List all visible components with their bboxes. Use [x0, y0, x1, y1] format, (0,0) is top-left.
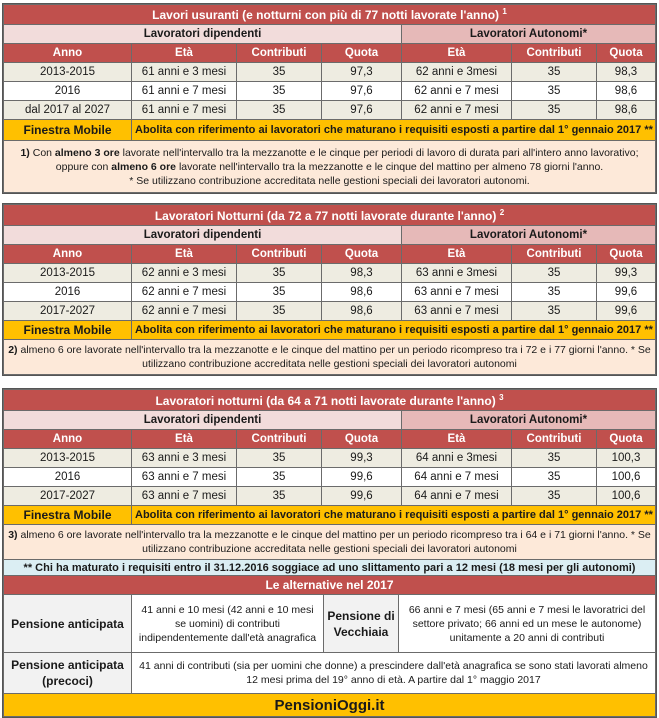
- cell-anno: 2013-2015: [4, 63, 132, 82]
- cell-dip-eta: 63 anni e 7 mesi: [132, 468, 237, 487]
- cell-aut-eta: 64 anni e 7 mesi: [402, 487, 512, 506]
- cell-aut-contributi: 35: [512, 264, 597, 283]
- col-header-contributi: Contributi: [237, 430, 322, 449]
- footnote-text: almeno 6 ore lavorate nell'intervallo tra la mezzanotte e le cinque del mattino per un periodo ricompreso tra i 72 e i 77 giorni l'anno. * Se utilizzano contribuzione accreditata nelle gestioni speciali dei lavoratori autonomi: [17, 344, 651, 370]
- table-title-text: Lavoratori Notturni (da 72 a 77 notti lavorate durante l'anno): [154, 208, 497, 223]
- col-header-eta: Età: [132, 430, 237, 449]
- cell-dip-eta: 62 anni e 3 mesi: [132, 264, 237, 283]
- cell-dip-eta: 61 anni e 3 mesi: [132, 63, 237, 82]
- finestra-mobile-label: Finestra Mobile: [4, 120, 132, 141]
- footnote-text: lavorate nell'intervallo tra la mezzanotte e le cinque per periodi di lavoro di durata pari all'intero anno lavorativo; oppure con: [55, 146, 639, 173]
- cell-anno: 2016: [4, 82, 132, 101]
- col-header-eta: Età: [132, 44, 237, 63]
- cell-dip-contributi: 35: [237, 449, 322, 468]
- finestra-mobile-text: Abolita con riferimento ai lavoratori che maturano i requisiti esposti a partire dal 1° gennaio 2017 **: [132, 120, 656, 141]
- cell-anno: dal 2017 al 2027: [4, 101, 132, 120]
- cell-anno: 2013-2015: [4, 449, 132, 468]
- alternatives-title: Le alternative nel 2017: [4, 576, 656, 595]
- table-title-text: Lavoratori notturni (da 64 a 71 notti lavorate durante l'anno): [155, 393, 496, 408]
- cell-anno: 2016: [4, 283, 132, 302]
- cell-aut-quota: 98,6: [597, 101, 656, 120]
- col-header-quota: Quota: [597, 44, 656, 63]
- cell-aut-eta: 62 anni e 3mesi: [402, 63, 512, 82]
- cell-dip-eta: 61 anni e 7 mesi: [132, 82, 237, 101]
- table-row: [4, 63, 656, 82]
- footnote-number: 3): [8, 529, 18, 541]
- cell-anno: 2017-2027: [4, 487, 132, 506]
- cell-dip-quota: 98,6: [322, 283, 402, 302]
- col-header-quota: Quota: [597, 245, 656, 264]
- footnote-bold: almeno 6 ore: [111, 160, 177, 173]
- cell-aut-contributi: 35: [512, 302, 597, 321]
- cell-dip-contributi: 35: [237, 283, 322, 302]
- col-header-eta: Età: [402, 430, 512, 449]
- cell-dip-contributi: 35: [237, 82, 322, 101]
- cell-aut-eta: 63 anni e 7 mesi: [402, 302, 512, 321]
- footnote-1: [4, 141, 656, 193]
- col-header-anno: Anno: [4, 245, 132, 264]
- cell-aut-contributi: 35: [512, 101, 597, 120]
- cell-aut-quota: 100,6: [597, 487, 656, 506]
- cell-dip-eta: 62 anni e 7 mesi: [132, 302, 237, 321]
- cell-anno: 2017-2027: [4, 302, 132, 321]
- cell-dip-eta: 61 anni e 7 mesi: [132, 101, 237, 120]
- cell-aut-eta: 62 anni e 7 mesi: [402, 101, 512, 120]
- pensione-precoci-label: [4, 653, 132, 694]
- slittamento-note: ** Chi ha maturato i requisiti entro il 31.12.2016 soggiace ad uno slittamento pari a 12 mesi (18 mesi per gli autonomi): [4, 560, 656, 577]
- cell-aut-eta: 62 anni e 7 mesi: [402, 82, 512, 101]
- col-header-contributi: Contributi: [512, 44, 597, 63]
- col-header-anno: Anno: [4, 44, 132, 63]
- cell-aut-contributi: 35: [512, 449, 597, 468]
- col-header-eta: Età: [402, 44, 512, 63]
- cell-aut-eta: 64 anni e 3mesi: [402, 449, 512, 468]
- cell-dip-eta: 63 anni e 3 mesi: [132, 449, 237, 468]
- cell-aut-quota: 98,6: [597, 82, 656, 101]
- group-autonomi: Lavoratori Autonomi*: [402, 411, 656, 430]
- table-row: [4, 283, 656, 302]
- cell-dip-quota: 99,3: [322, 449, 402, 468]
- footnote-ref: 2: [499, 207, 505, 217]
- cell-dip-quota: 98,3: [322, 264, 402, 283]
- table-row: [4, 302, 656, 321]
- footnote-asterisk: * Se utilizzano contribuzione accreditata nelle gestioni speciali dei lavoratori autonomi.: [129, 174, 530, 187]
- cell-dip-quota: 97,6: [322, 82, 402, 101]
- footnote-text: Con: [29, 146, 55, 159]
- brand-footer: PensioniOggi.it: [4, 694, 656, 717]
- cell-aut-contributi: 35: [512, 283, 597, 302]
- cell-dip-contributi: 35: [237, 487, 322, 506]
- table-title: [4, 390, 656, 411]
- table-title: [4, 205, 656, 226]
- cell-dip-quota: 97,6: [322, 101, 402, 120]
- finestra-mobile-text: Abolita con riferimento ai lavoratori che maturano i requisiti esposti a partire dal 1° gennaio 2017 **: [132, 506, 656, 525]
- table-lavori-usuranti: [2, 3, 657, 194]
- table-row: [4, 449, 656, 468]
- cell-dip-quota: 97,3: [322, 63, 402, 82]
- cell-aut-eta: 63 anni e 3mesi: [402, 264, 512, 283]
- footnote-number: 1): [20, 146, 30, 159]
- table-notturni-64-71: [2, 388, 657, 578]
- cell-aut-quota: 98,3: [597, 63, 656, 82]
- pensione-vecchiaia-text: 66 anni e 7 mesi (65 anni e 7 mesi le lavoratrici del settore privato; 66 anni ed un mese le autonome) unitamente a 20 anni di contributi: [399, 595, 656, 653]
- table-row: [4, 264, 656, 283]
- cell-aut-quota: 100,6: [597, 468, 656, 487]
- alternatives-table: [2, 575, 657, 718]
- table-title-text: Lavori usuranti (e notturni con più di 77 notti lavorate l'anno): [152, 8, 500, 22]
- cell-aut-quota: 99,3: [597, 264, 656, 283]
- footnote-3: [4, 525, 656, 560]
- cell-dip-contributi: 35: [237, 302, 322, 321]
- col-header-contributi: Contributi: [512, 245, 597, 264]
- pensione-precoci-label-line2: (precoci): [42, 674, 93, 688]
- col-header-quota: Quota: [322, 44, 402, 63]
- cell-aut-quota: 100,3: [597, 449, 656, 468]
- footnote-bold: almeno 3 ore: [54, 146, 120, 159]
- cell-dip-eta: 62 anni e 7 mesi: [132, 283, 237, 302]
- cell-dip-contributi: 35: [237, 101, 322, 120]
- cell-dip-contributi: 35: [237, 264, 322, 283]
- col-header-contributi: Contributi: [512, 430, 597, 449]
- cell-aut-eta: 63 anni e 7 mesi: [402, 283, 512, 302]
- footnote-ref: 1: [502, 7, 507, 16]
- col-header-quota: Quota: [322, 430, 402, 449]
- cell-aut-contributi: 35: [512, 82, 597, 101]
- table-row: [4, 487, 656, 506]
- cell-dip-quota: 99,6: [322, 487, 402, 506]
- footnote-2: [4, 340, 656, 375]
- col-header-contributi: Contributi: [237, 44, 322, 63]
- pensione-vecchiaia-label: Pensione di Vecchiaia: [324, 595, 399, 653]
- col-header-contributi: Contributi: [237, 245, 322, 264]
- table-row: [4, 101, 656, 120]
- col-header-quota: Quota: [597, 430, 656, 449]
- table-title: [4, 5, 656, 25]
- cell-dip-quota: 98,6: [322, 302, 402, 321]
- cell-dip-eta: 63 anni e 7 mesi: [132, 487, 237, 506]
- group-autonomi: Lavoratori Autonomi*: [402, 226, 656, 245]
- cell-dip-contributi: 35: [237, 468, 322, 487]
- table-row: [4, 468, 656, 487]
- col-header-eta: Età: [402, 245, 512, 264]
- finestra-mobile-text: Abolita con riferimento ai lavoratori che maturano i requisiti esposti a partire dal 1° gennaio 2017 **: [132, 321, 656, 340]
- cell-anno: 2013-2015: [4, 264, 132, 283]
- finestra-mobile-label: Finestra Mobile: [4, 321, 132, 340]
- col-header-eta: Età: [132, 245, 237, 264]
- cell-aut-contributi: 35: [512, 468, 597, 487]
- group-dipendenti: Lavoratori dipendenti: [4, 25, 402, 44]
- cell-aut-eta: 64 anni e 7 mesi: [402, 468, 512, 487]
- table-row: [4, 82, 656, 101]
- footnote-text: almeno 6 ore lavorate nell'intervallo tra la mezzanotte e le cinque del mattino per un periodo ricompreso tra i 64 e i 71 giorni l'anno. * Se utilizzano contribuzione accreditata nelle gestioni speciali dei lavoratori autonomi: [17, 529, 651, 555]
- cell-aut-quota: 99,6: [597, 302, 656, 321]
- group-dipendenti: Lavoratori dipendenti: [4, 226, 402, 245]
- finestra-mobile-label: Finestra Mobile: [4, 506, 132, 525]
- cell-aut-quota: 99,6: [597, 283, 656, 302]
- footnote-text: lavorate nell'intervallo tra la mezzanotte e le cinque del mattino per almeno 78 giorni l'anno.: [176, 160, 604, 173]
- cell-anno: 2016: [4, 468, 132, 487]
- group-dipendenti: Lavoratori dipendenti: [4, 411, 402, 430]
- footnote-ref: 3: [499, 392, 504, 402]
- table-notturni-72-77: [2, 203, 657, 376]
- cell-dip-contributi: 35: [237, 63, 322, 82]
- cell-aut-contributi: 35: [512, 487, 597, 506]
- col-header-anno: Anno: [4, 430, 132, 449]
- cell-dip-quota: 99,6: [322, 468, 402, 487]
- pensione-anticipata-text: 41 anni e 10 mesi (42 anni e 10 mesi se uomini) di contributi indipendentemente dall'età anagrafica: [132, 595, 324, 653]
- pensione-anticipata-label: Pensione anticipata: [4, 595, 132, 653]
- pensione-precoci-label-line1: Pensione anticipata: [11, 658, 124, 672]
- group-autonomi: Lavoratori Autonomi*: [402, 25, 656, 44]
- pensione-precoci-text: 41 anni di contributi (sia per uomini che donne) a prescindere dall'età anagrafica se sono stati lavorati almeno 12 mesi prima del 19° anno di età. A partire dal 1° maggio 2017: [132, 653, 656, 694]
- cell-aut-contributi: 35: [512, 63, 597, 82]
- footnote-number: 2): [8, 344, 18, 356]
- col-header-quota: Quota: [322, 245, 402, 264]
